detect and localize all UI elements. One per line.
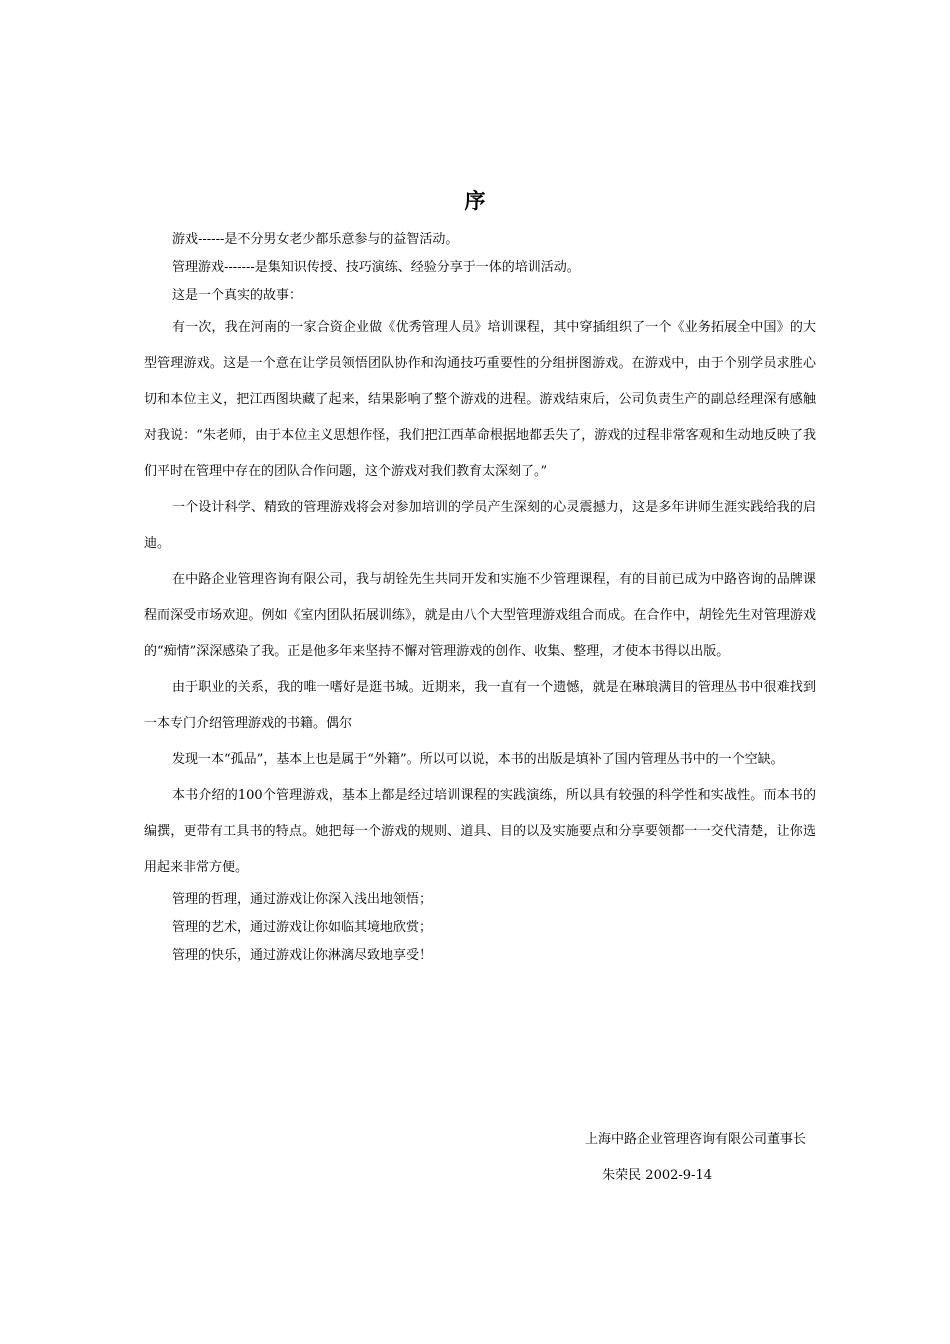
paragraph: 一个设计科学、精致的管理游戏将会对参加培训的学员产生深刻的心灵震撼力，这是多年讲师生涯实践给我的启迪。 [144,500,816,551]
paragraph: 发现一本“孤品”，基本上也是属于“外籍”。所以可以说，本书的出版是填补了国内管理丛书中的一个空缺。 [172,752,784,767]
page-title: 序 [464,189,486,213]
preface-body [144,226,816,970]
paragraph: 由于职业的关系，我的唯一嗜好是逛书城。近期来，我一直有一个遗憾，就是在琳琅满目的管理丛书中很难找到一本专门介绍管理游戏的书籍。偶尔 [144,680,816,731]
signature-org-title: 上海中路企业管理咨询有限公司董事长 [584,1132,806,1147]
signature-name-date: 朱荣民 2002-9-14 [602,1168,712,1183]
paragraph: 管理的快乐，通过游戏让你淋漓尽致地享受！ [172,948,433,963]
paragraph: 在中路企业管理咨询有限公司，我与胡铨先生共同开发和实施不少管理课程，有的目前已成为中路咨询的品牌课程而深受市场欢迎。例如《室内团队拓展训练》，就是由八个大型管理游戏组合而成。在合作中，胡铨先生对管理游戏的“痴情”深深感染了我。正是他多年来坚持不懈对管理游戏的创作、收集、整理，才使本书得以出版。 [144,572,816,659]
paragraph: 本书介绍的100个管理游戏，基本上都是经过培训课程的实践演练，所以具有较强的科学性和实战性。而本书的编撰，更带有工具书的特点。她把每一个游戏的规则、道具、目的以及实施要点和分享要领都一一交代清楚，让你选用起来非常方便。 [144,788,816,875]
paragraph: 管理的艺术，通过游戏让你如临其境地欣赏； [172,920,433,935]
paragraph: 管理的哲理，通过游戏让你深入浅出地领悟； [172,892,433,907]
paragraph: 有一次，我在河南的一家合资企业做《优秀管理人员》培训课程，其中穿插组织了一个《业务拓展全中国》的大型管理游戏。这是一个意在让学员领悟团队协作和沟通技巧重要性的分组拼图游戏。在游戏中，由于个别学员求胜心切和本位主义，把江西图块藏了起来，结果影响了整个游戏的进程。游戏结束后，公司负责生产的副总经理深有感触对我说：“朱老师，由于本位主义思想作怪，我们把江西革命根据地都丢失了，游戏的过程非常客观和生动地反映了我们平时在管理中存在的团队合作问题，这个游戏对我们教育太深刻了。” [144,320,816,479]
paragraph: 这是一个真实的故事： [172,288,303,303]
paragraph: 管理游戏-------是集知识传授、技巧演练、经验分享于一体的培训活动。 [172,260,580,275]
paragraph: 游戏------是不分男女老少都乐意参与的益智活动。 [172,232,459,247]
